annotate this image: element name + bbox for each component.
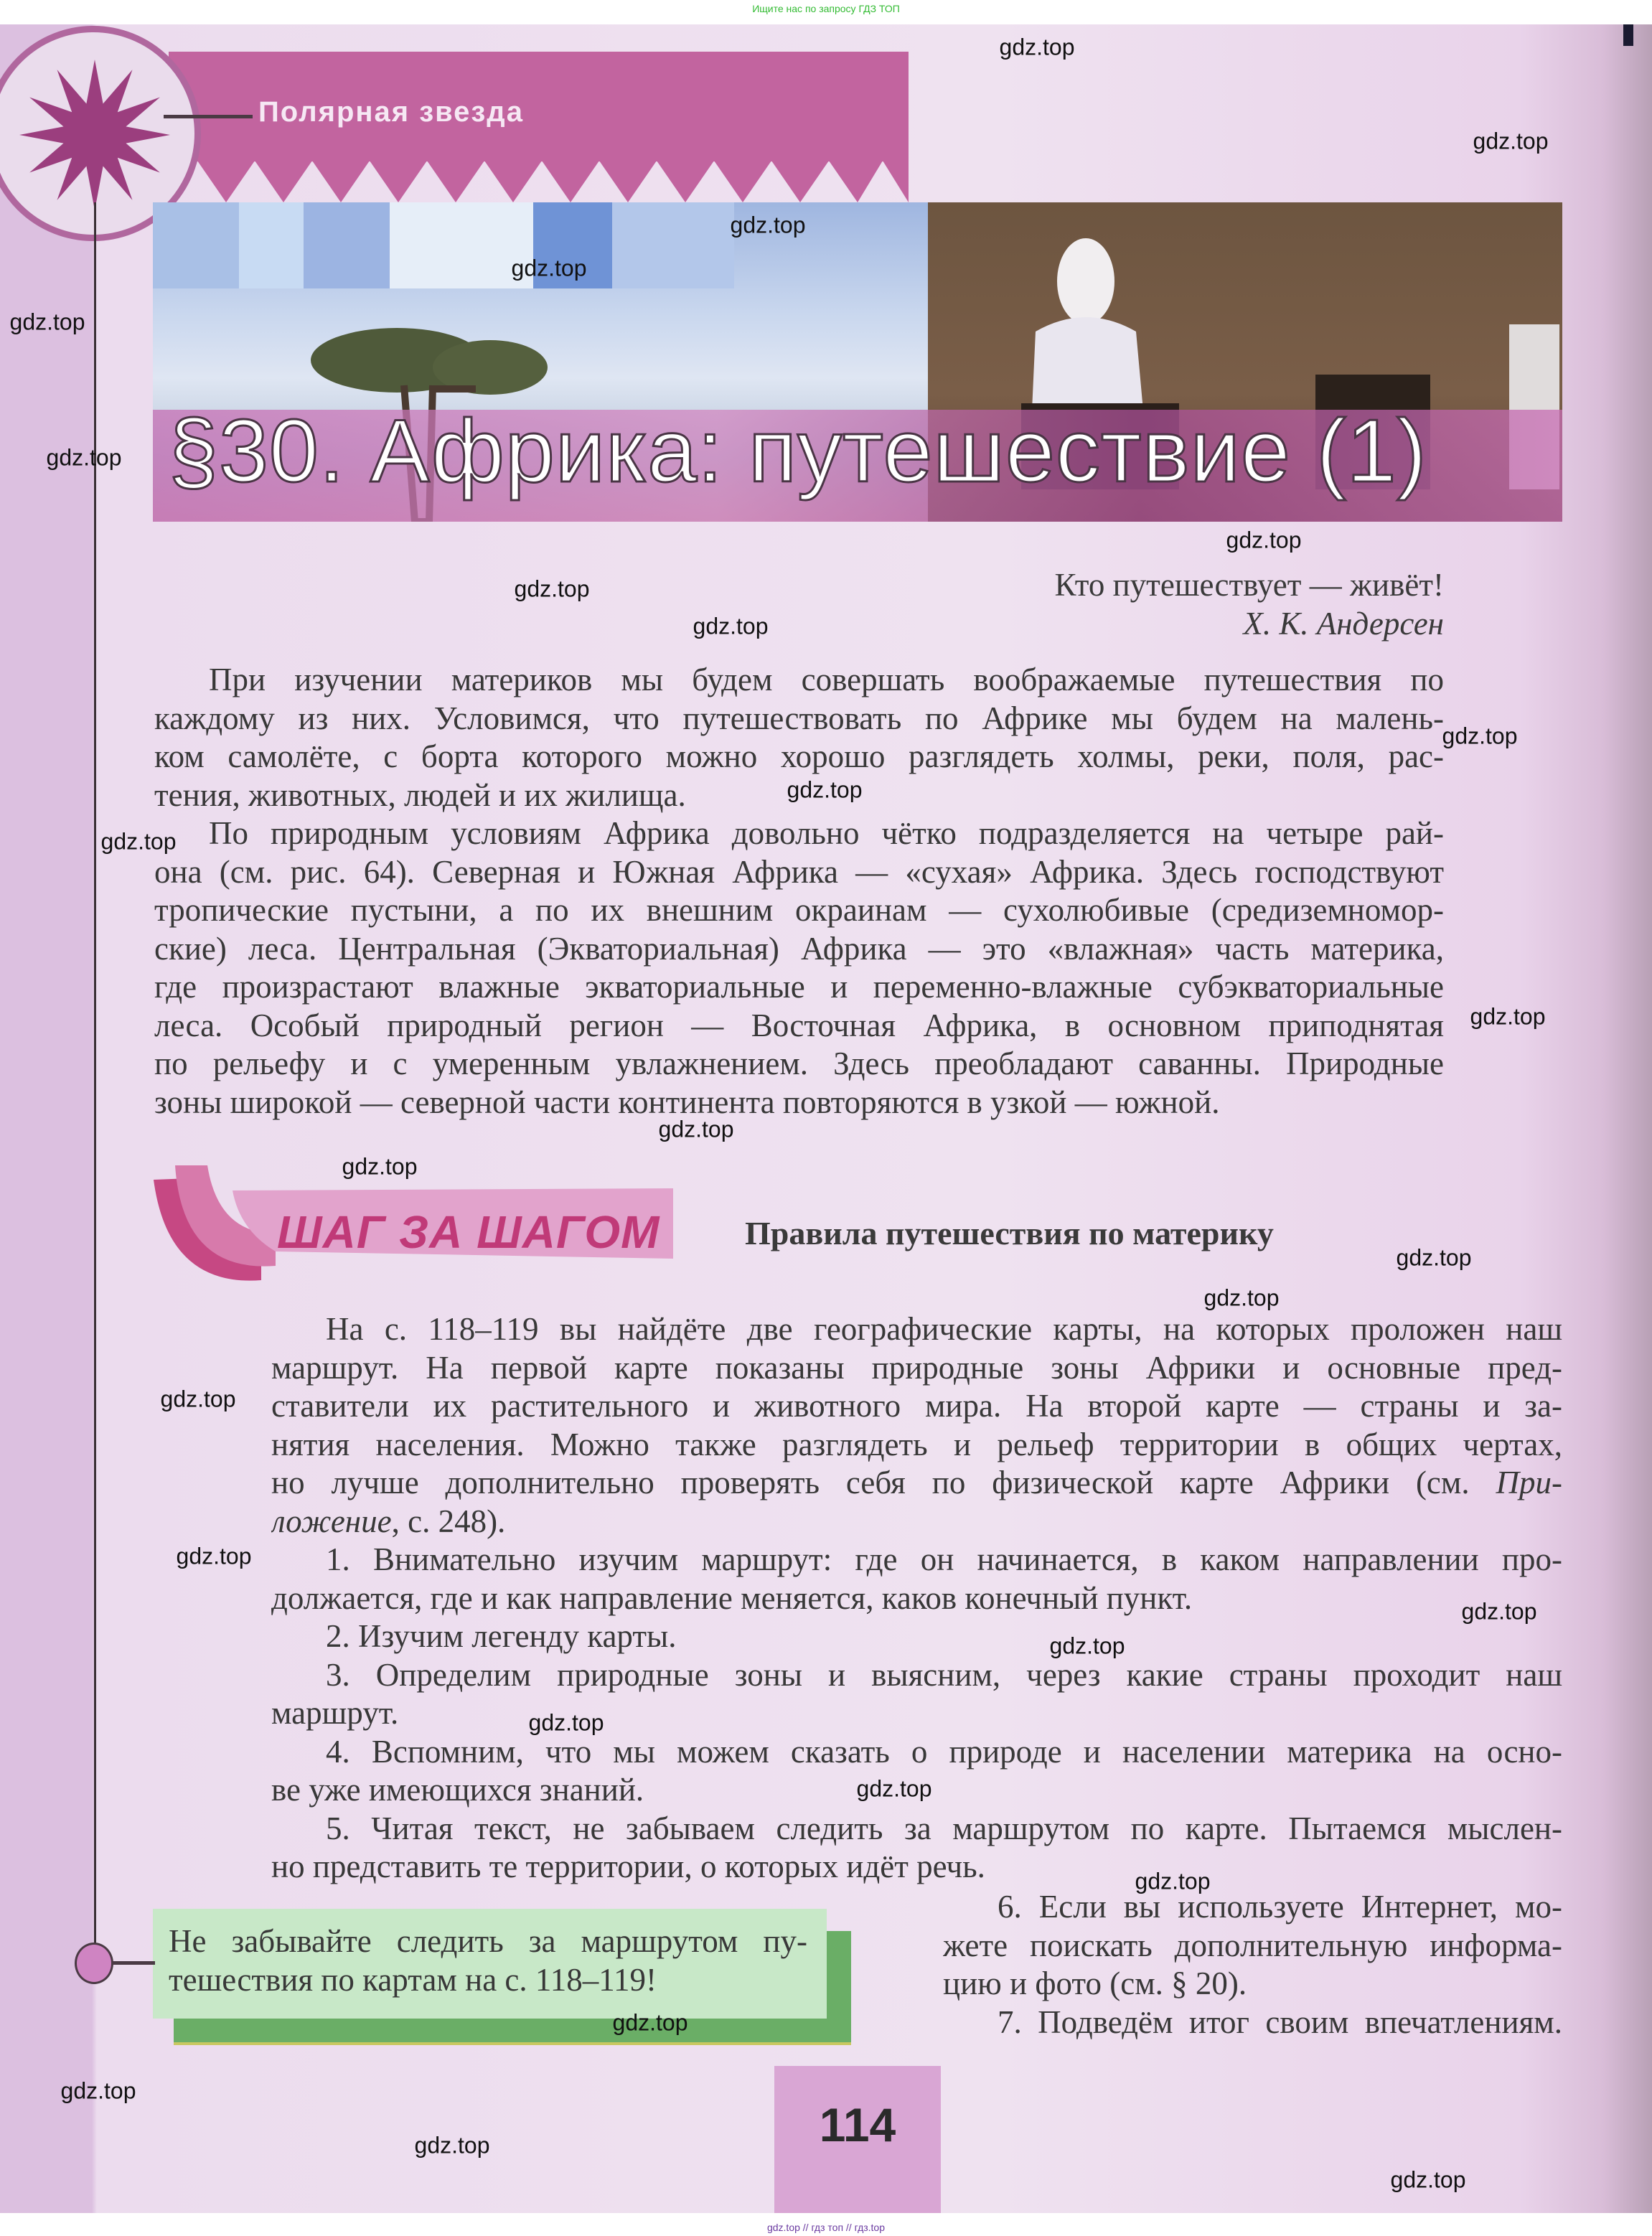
intro-text [154,661,1444,1122]
text-line: 7. Подведём итог своим впечатлениям. [998,2004,1562,2040]
watermark: gdz.top [1226,527,1302,553]
note-line: Не забывайте следить за маршрутом пу- [169,1923,807,1959]
text-line: каждому из них. Условимся, что путешествовать по Африке мы будем на малень- [154,700,1444,736]
reminder-note-text [169,1922,807,1999]
textbook-page [0,24,1652,2213]
watermark: gdz.top [1049,1633,1125,1659]
watermark: gdz.top [1135,1868,1211,1894]
watermark: gdz.top [511,255,587,281]
watermark: gdz.top [612,2009,688,2036]
watermark: gdz.top [176,1543,252,1569]
watermark: gdz.top [658,1116,734,1142]
watermark: gdz.top [693,613,769,639]
polar-star-icon [16,56,174,214]
watermark: gdz.top [1461,1598,1537,1625]
text-line: 3. Определим природные зоны и выясним, через какие страны проходит наш [326,1656,1562,1693]
watermark: gdz.top [1203,1284,1280,1311]
chapter-title: §30. Африка: путешествие (1) [169,402,1427,501]
zigzag-decoration [169,161,909,202]
note-line: тешествия по картам на с. 118–119! [169,1961,657,1998]
text-line: ставители их растительного и животного мира. На второй карте — страны и за- [271,1388,1562,1424]
watermark: gdz.top [730,212,806,238]
text-line: жете поискать дополнительную информа- [943,1927,1562,1963]
watermark: gdz.top [1442,723,1518,749]
text-line: ве уже имеющихся знаний. [271,1772,644,1808]
text-line: по рельефу и с умеренным увлажнением. Здесь преобладают саванны. Природные [154,1046,1444,1081]
watermark: gdz.top [414,2132,490,2159]
page-number: 114 [819,2098,896,2151]
watermark: gdz.top [787,776,863,803]
margin-dot-connector [112,1961,155,1965]
page-edge-shadow [1623,24,1633,46]
text-line: 6. Если вы используете Интернет, мо- [998,1889,1562,1925]
text-line: 4. Вспомним, что мы можем сказать о природе и населении материка на осно- [326,1733,1562,1770]
section-heading: Правила путешествия по материку [745,1215,1274,1251]
series-title-rule [164,115,253,118]
watermark: gdz.top [60,2077,136,2104]
watermark: gdz.top [1470,1003,1546,1030]
watermark: gdz.top [1473,128,1549,154]
text-line: цию и фото (см. § 20). [943,1965,1247,2001]
text-line: леса. Особый природный регион — Восточная Африка, в основном приподнятая [154,1007,1444,1043]
text-line: ком самолёте, с борта которого можно хорошо разглядеть холмы, реки, поля, рас- [154,738,1444,774]
text-segment: , с. 248). [391,1503,506,1539]
epigraph-author: Х. К. Андерсен [1243,606,1444,642]
text-line: 2. Изучим легенду карты. [326,1618,677,1654]
watermark: gdz.top [100,828,177,855]
text-line: должается, где и как направление меняется, каков конечный пункт. [271,1579,1193,1616]
text-line: тропические пустыни, а по их внешним окраинам — сухолюбивые (средиземномор- [154,892,1444,928]
text-line: тения, животных, людей и их жилища. [154,776,686,813]
text-line: маршрут. На первой карте показаны природные зоны Африки и основные пред- [271,1349,1562,1386]
watermark: gdz.top [514,576,590,602]
margin-dot [75,1943,113,1984]
text-line: При изучении материков мы будем совершать воображаемые путешествия по [209,662,1444,697]
italic-text: При- [1496,1465,1562,1500]
bottom-banner: gdz.top // гдз топ // гдз.top [766,2222,886,2233]
watermark: gdz.top [999,34,1075,60]
page-number-box [774,2066,941,2213]
text-line [271,1503,1562,1541]
watermark: gdz.top [9,309,85,335]
text-line: По природным условиям Африка довольно чётко подразделяется на четыре рай- [209,815,1444,851]
section-text-right [943,1888,1562,2042]
text-line [271,1464,1562,1503]
watermark: gdz.top [1396,1244,1472,1271]
series-title: Полярная звезда [258,96,524,128]
text-line: она (см. рис. 64). Северная и Южная Африка — «сухая» Африка. Здесь господствуют [154,853,1444,890]
watermark: gdz.top [342,1153,418,1180]
watermark: gdz.top [1390,2166,1466,2193]
text-line: 5. Читая текст, не забываем следить за маршрутом по карте. Пытаемся мыслен- [326,1810,1562,1846]
watermark: gdz.top [856,1775,932,1802]
text-line: ские) леса. Центральная (Экваториальная) Африка — это «влажная» часть материка, [154,930,1444,967]
text-line: зоны широкой — северной части континента повторяются в узкой — южной. [154,1084,1220,1120]
text-line: маршрут. [271,1695,399,1731]
text-line: На с. 118–119 вы найдёте две географические карты, на которых проложен наш [326,1311,1562,1347]
text-line: где произрастают влажные экваториальные и переменно-влажные субэкваториальные [154,969,1444,1005]
italic-text: ложение [271,1503,392,1539]
text-segment: но лучше дополнительно проверять себя по физической карте Африки (см. [271,1465,1496,1500]
watermark: gdz.top [46,444,122,471]
text-line: но представить те территории, о которых идёт речь. [271,1849,985,1884]
epigraph [1054,565,1444,643]
watermark: gdz.top [160,1386,236,1412]
chapter-photo [153,202,1562,522]
text-line: 1. Внимательно изучим маршрут: где он начинается, в каком направлении про- [326,1541,1562,1577]
watermark: gdz.top [528,1709,604,1736]
top-banner: Ищите нас по запросу ГДЗ ТОП [752,3,900,14]
epigraph-quote: Кто путешествует — живёт! [1054,567,1444,603]
step-by-step-label: ШАГ ЗА ШАГОМ [277,1206,660,1258]
text-line: нятия населения. Можно также разглядеть и рельеф территории в общих чертах, [271,1426,1562,1462]
